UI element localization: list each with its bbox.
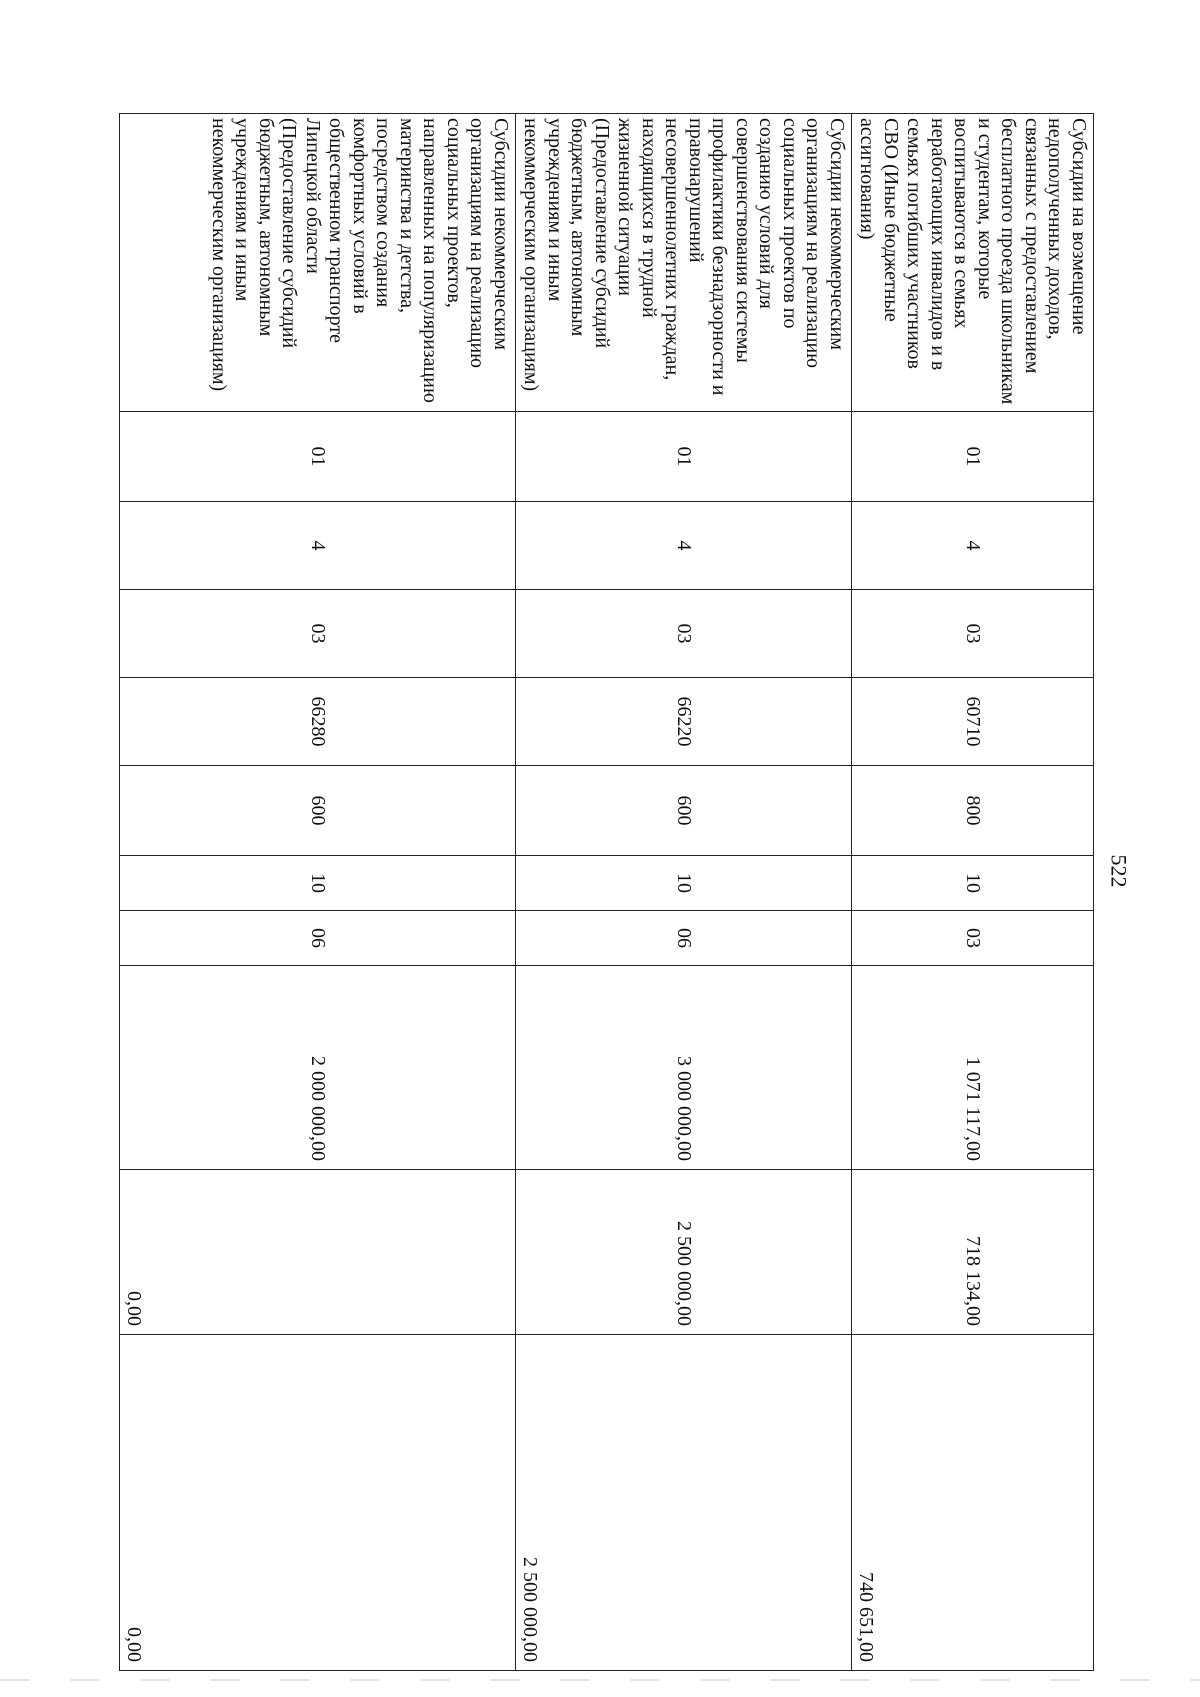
page-number: 522 xyxy=(1106,854,1132,888)
code-cell: 03 xyxy=(516,590,852,678)
code-cell: 03 xyxy=(852,911,1094,966)
amount-cell: 2 500 000,00 xyxy=(516,1170,852,1335)
code-cell: 10 xyxy=(516,856,852,911)
amount-cell: 1 071 117,00 xyxy=(852,966,1094,1170)
code-cell: 03 xyxy=(120,590,516,678)
code-cell: 10 xyxy=(120,856,516,911)
code-cell: 800 xyxy=(852,766,1094,856)
budget-table xyxy=(119,113,1094,1671)
amount-cell: 3 000 000,00 xyxy=(516,966,852,1170)
code-cell: 06 xyxy=(120,911,516,966)
code-cell: 4 xyxy=(852,502,1094,590)
table-row xyxy=(120,114,516,1671)
row-name: Субсидии некоммерческим организациям на реализацию социальных проектов по созданию условий для совершенствования системы профилактики безнадзорности и правонарушений несовершеннолетних граждан, находящихся в трудной жизненной ситуации (Предоставление субсидий бюджетным, автономным учреждениям и иным некоммерческим организациям) xyxy=(516,114,852,412)
amount-cell: 0,00 xyxy=(120,1335,516,1671)
code-cell: 01 xyxy=(516,412,852,502)
amount-cell: 2 500 000,00 xyxy=(516,1335,852,1671)
code-cell: 10 xyxy=(852,856,1094,911)
code-cell: 66220 xyxy=(516,678,852,766)
code-cell: 03 xyxy=(852,590,1094,678)
code-cell: 4 xyxy=(120,502,516,590)
code-cell: 06 xyxy=(516,911,852,966)
code-cell: 60710 xyxy=(852,678,1094,766)
amount-cell: 740 651,00 xyxy=(852,1335,1094,1671)
code-cell: 4 xyxy=(516,502,852,590)
row-name: Субсидии на возмещение недополученных доходов, связанных с предоставлением бесплатного проезда школьникам и студентам, которые воспитываются в семьях неработающих инвалидов и в семьях погибших участников СВО (Иные бюджетные ассигнования) xyxy=(852,114,1094,412)
amount-cell: 718 134,00 xyxy=(852,1170,1094,1335)
table-row xyxy=(516,114,852,1671)
amount-cell: 2 000 000,00 xyxy=(120,966,516,1170)
amount-cell: 0,00 xyxy=(120,1170,516,1335)
code-cell: 600 xyxy=(120,766,516,856)
code-cell: 66280 xyxy=(120,678,516,766)
code-cell: 01 xyxy=(120,412,516,502)
table-row xyxy=(852,114,1094,1671)
row-name: Субсидии некоммерческим организациям на реализацию социальных проектов, направленных на популяризацию материнства и детства, посредством создания комфортных условий в общественном транспорте Липецкой области (Предоставление субсидий бюджетным, автономным учреждениям и иным некоммерческим организациям) xyxy=(120,114,516,412)
rotated-table-wrapper xyxy=(123,113,1094,1670)
scan-artifact-line xyxy=(0,1679,1200,1681)
code-cell: 600 xyxy=(516,766,852,856)
code-cell: 01 xyxy=(852,412,1094,502)
